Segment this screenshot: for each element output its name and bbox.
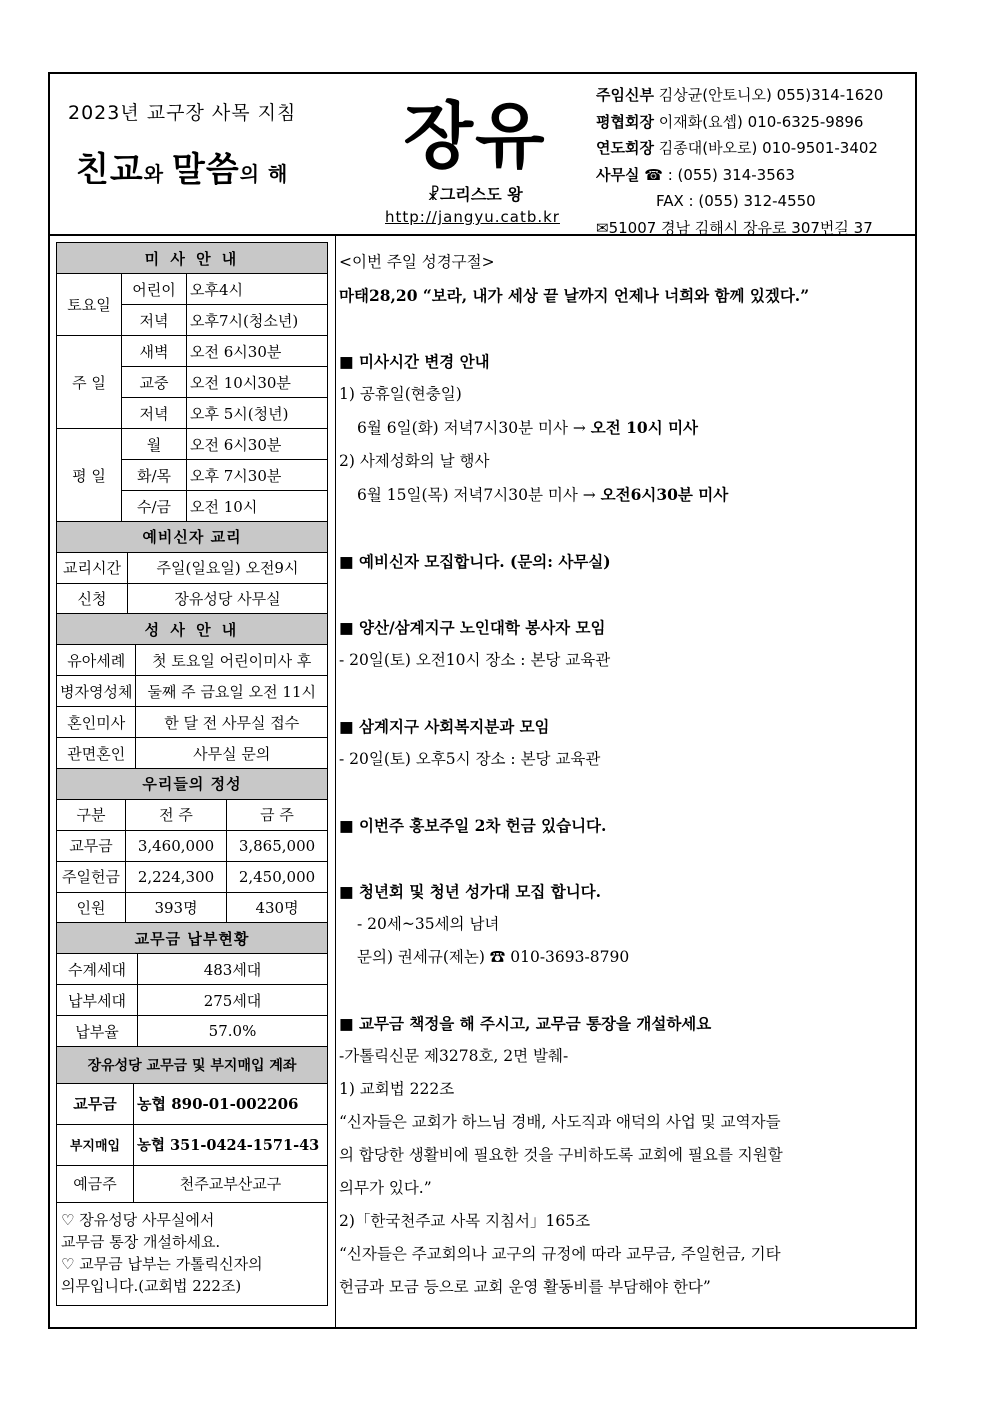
- contact-value: FAX : (055) 312-4550: [656, 192, 816, 210]
- announcement-line: [339, 941, 915, 974]
- parish-title: 장유: [403, 94, 547, 178]
- dues-note-line: ♡ 장유성당 사무실에서: [61, 1210, 215, 1229]
- mass-type: 교중: [122, 367, 187, 398]
- dues-note-line: ♡ 교무금 납부는 가톨릭신자의: [61, 1254, 263, 1273]
- motto-word-communion: 친교: [76, 150, 144, 190]
- offering-last-week: 3,460,000: [126, 830, 227, 861]
- announcement-text: ■ 미사시간 변경 안내: [339, 352, 490, 371]
- announcement-text: 문의) 권세규(제논) ☎ 010-3693-8790: [357, 948, 630, 966]
- contact-row: [596, 82, 914, 109]
- mass-time: 오전 10시: [187, 491, 328, 522]
- announcement-line: [339, 1040, 915, 1073]
- contact-label: 연도회장: [596, 139, 654, 157]
- announcement-text: 의무가 있다.”: [339, 1179, 432, 1197]
- offering-column-header: 구분: [57, 799, 126, 830]
- bulletin-header: [50, 74, 915, 236]
- contact-value: ☎ : (055) 314-3563: [644, 165, 795, 184]
- offering-row-label: 주일헌금: [57, 861, 126, 892]
- spacer: [339, 842, 915, 875]
- announcement-line: [339, 246, 915, 279]
- parish-website-link[interactable]: http://jangyu.catb.kr: [385, 208, 560, 226]
- offering-this-week: 430명: [227, 892, 328, 923]
- offering-this-week: 2,450,000: [227, 861, 328, 892]
- offering-column-header: 전 주: [126, 799, 227, 830]
- account-label: 교무금: [57, 1083, 134, 1124]
- motto-word-word: 말씀: [172, 150, 240, 190]
- mass-time: 오후7시(청소년): [187, 305, 328, 336]
- mass-type: 새벽: [122, 336, 187, 367]
- contact-value: 이재화(요셉) 010-6325-9896: [658, 112, 864, 131]
- announcement-text: 2)「한국천주교 사목 지침서」165조: [339, 1212, 591, 1230]
- announcement-text: <이번 주일 성경구절>: [339, 253, 495, 271]
- announcement-text: 헌금과 모금 등으로 교회 운영 활동비를 부담해야 한다”: [339, 1278, 711, 1296]
- offering-table: [56, 768, 328, 924]
- announcement-text: - 20세~35세의 남녀: [357, 915, 500, 933]
- saturday-label: 토요일: [57, 274, 122, 336]
- pastoral-motto: [76, 142, 288, 191]
- announcement-line: [339, 1139, 915, 1172]
- announcement-text: 의 합당한 생활비에 필요한 것을 구비하도록 교회에 필요를 지원할: [339, 1146, 783, 1164]
- sacrament-value: 둘째 주 금요일 오전 11시: [136, 676, 328, 707]
- mass-time: 오전 10시30분: [187, 367, 328, 398]
- catechumen-value: 장유성당 사무실: [128, 583, 328, 614]
- mass-type: 어린이: [122, 274, 187, 305]
- offering-heading: 우리들의 정성: [57, 768, 328, 799]
- announcement-text: ■ 교무금 책정을 해 주시고, 교무금 통장을 개설하세요: [339, 1014, 712, 1033]
- announcement-text: 1) 교회법 222조: [339, 1080, 455, 1098]
- catechumen-heading: 예비신자 교리: [57, 521, 328, 552]
- account-number: 농협 890-01-002206: [134, 1083, 328, 1124]
- weekday-label: 평 일: [57, 429, 122, 522]
- dues-note-line: 의무입니다.(교회법 222조): [61, 1276, 242, 1295]
- contact-label: 사무실: [596, 165, 640, 184]
- announcement-heading: [339, 345, 915, 378]
- announcement-heading: [339, 1007, 915, 1040]
- spacer: [339, 677, 915, 710]
- mass-time: 오전 6시30분: [187, 429, 328, 460]
- dues-value: 483세대: [138, 954, 328, 985]
- catechumen-table: [56, 521, 328, 615]
- dues-status-table: [56, 922, 328, 1047]
- announcement-line: [339, 411, 915, 445]
- bank-account-heading: 장유성당 교무금 및 부지매입 계좌: [57, 1046, 328, 1083]
- motto-particle-1: 와: [143, 162, 172, 186]
- catechumen-value: 주일(일요일) 오전9시: [128, 552, 328, 583]
- contact-label: 평협회장: [596, 112, 654, 131]
- sacrament-label: 관면혼인: [57, 738, 136, 769]
- mass-type: 화/목: [122, 460, 187, 491]
- announcement-line: [339, 908, 915, 941]
- announcement-text: ■ 청년회 및 청년 성가대 모집 합니다.: [339, 882, 602, 901]
- announcement-text: 2) 사제성화의 날 행사: [339, 452, 490, 470]
- announcement-text: 1) 공휴일(현충일): [339, 385, 462, 403]
- account-holder-label: 예금주: [57, 1165, 134, 1202]
- offering-last-week: 393명: [126, 892, 227, 923]
- announcement-line: [339, 1172, 915, 1205]
- sacrament-value: 한 달 전 사무실 접수: [136, 707, 328, 738]
- contact-value: 김종대(바오로) 010-9501-3402: [658, 139, 878, 157]
- catechumen-label: 신청: [57, 583, 128, 614]
- left-column: [56, 242, 328, 1306]
- pastoral-guideline-year: 2023년 교구장 사목 지침: [68, 102, 297, 124]
- announcement-text: -가톨릭신문 제3278호, 2면 발췌-: [339, 1047, 569, 1065]
- announcement-line: [339, 743, 915, 776]
- announcement-emphasis: 오전 10시 미사: [590, 418, 699, 437]
- spacer: [339, 776, 915, 809]
- announcement-text: ■ 예비신자 모집합니다. (문의: 사무실): [339, 552, 611, 571]
- announcement-text: 마태28,20 “보라, 내가 세상 끝 날까지 언제나 너희와 함께 있겠다.”: [339, 286, 810, 305]
- announcement-heading: [339, 545, 915, 578]
- bulletin-frame: [48, 72, 917, 1329]
- announcement-line: [339, 478, 915, 512]
- offering-this-week: 3,865,000: [227, 830, 328, 861]
- mass-time: 오후 5시(청년): [187, 398, 328, 429]
- dues-note-line: 교무금 통장 개설하세요.: [61, 1232, 221, 1251]
- announcement-line: [339, 378, 915, 411]
- mass-type: 수/금: [122, 491, 187, 522]
- announcement-line: [339, 1238, 915, 1271]
- dues-value: 57.0%: [138, 1016, 328, 1047]
- spacer: [339, 512, 915, 545]
- dues-notice-box: [56, 1203, 328, 1306]
- account-holder-value: 천주교부산교구: [134, 1165, 328, 1202]
- contact-row: [596, 215, 914, 242]
- announcement-text: “신자들은 교회가 하느님 경배, 사도직과 애덕의 사업 및 교역자들: [339, 1113, 781, 1131]
- announcement-line: [339, 445, 915, 478]
- announcement-heading: [339, 809, 915, 842]
- announcement-text: ■ 삼계지구 사회복지분과 모임: [339, 717, 550, 736]
- announcement-text: 6월 6일(화) 저녁7시30분 미사 →: [357, 419, 591, 437]
- sacrament-table: [56, 613, 328, 769]
- announcement-text: - 20일(토) 오후5시 장소 : 본당 교육관: [339, 750, 601, 768]
- mass-schedule-heading: 미 사 안 내: [57, 243, 328, 274]
- sacrament-value: 첫 토요일 어린이미사 후: [136, 645, 328, 676]
- offering-last-week: 2,224,300: [126, 861, 227, 892]
- contact-list: [596, 82, 914, 241]
- announcement-line: [339, 1205, 915, 1238]
- dues-label: 납부세대: [57, 985, 138, 1016]
- spacer: [339, 578, 915, 611]
- contact-value: 김상균(안토니오) 055)314-1620: [658, 86, 884, 104]
- mass-time: 오후4시: [187, 274, 328, 305]
- account-label: 부지매입: [57, 1124, 134, 1165]
- announcement-heading: [339, 875, 915, 908]
- contact-value: ✉51007 경남 김해시 장유로 307번길 37: [596, 218, 873, 237]
- sacrament-value: 사무실 문의: [136, 738, 328, 769]
- mass-time: 오전 6시30분: [187, 336, 328, 367]
- mass-schedule-table: [56, 242, 328, 522]
- sacrament-label: 유아세례: [57, 645, 136, 676]
- announcement-emphasis: 오전6시30분 미사: [600, 485, 729, 504]
- catechumen-label: 교리시간: [57, 552, 128, 583]
- sacrament-label: 혼인미사: [57, 707, 136, 738]
- column-divider: [335, 234, 336, 1329]
- announcement-text: ■ 양산/삼계지구 노인대학 봉사자 모임: [339, 618, 606, 637]
- announcement-line: [339, 644, 915, 677]
- announcement-text: “신자들은 주교회의나 교구의 규정에 따라 교무금, 주일헌금, 기타: [339, 1245, 781, 1263]
- spacer: [339, 974, 915, 1007]
- motto-particle-2: 의 해: [239, 162, 289, 186]
- dues-status-heading: 교무금 납부현황: [57, 923, 328, 954]
- announcements-column: [339, 246, 915, 1304]
- feast-label: ☧그리스도 왕: [427, 185, 523, 204]
- sunday-label: 주 일: [57, 336, 122, 429]
- mass-type: 월: [122, 429, 187, 460]
- mass-type: 저녁: [122, 305, 187, 336]
- sacrament-heading: 성 사 안 내: [57, 614, 328, 645]
- mass-type: 저녁: [122, 398, 187, 429]
- announcement-text: - 20일(토) 오전10시 장소 : 본당 교육관: [339, 651, 611, 669]
- bank-account-table: [56, 1046, 328, 1203]
- account-number: 농협 351-0424-1571-43: [134, 1124, 328, 1165]
- dues-label: 납부율: [57, 1016, 138, 1047]
- dues-label: 수계세대: [57, 954, 138, 985]
- offering-row-label: 교무금: [57, 830, 126, 861]
- offering-row-label: 인원: [57, 892, 126, 923]
- offering-column-header: 금 주: [227, 799, 328, 830]
- spacer: [339, 312, 915, 345]
- announcement-line: [339, 1073, 915, 1106]
- announcement-line: [339, 1271, 915, 1304]
- contact-row: [596, 188, 914, 215]
- contact-row: [596, 162, 914, 189]
- announcement-text: ■ 이번주 홍보주일 2차 헌금 있습니다.: [339, 816, 607, 835]
- contact-row: [596, 135, 914, 162]
- contact-label: 주임신부: [596, 86, 654, 104]
- contact-row: [596, 109, 914, 136]
- announcement-heading: [339, 710, 915, 743]
- announcement-text: 6월 15일(목) 저녁7시30분 미사 →: [357, 486, 601, 504]
- announcement-heading: [339, 611, 915, 644]
- announcement-line: [339, 1106, 915, 1139]
- dues-value: 275세대: [138, 985, 328, 1016]
- sacrament-label: 병자영성체: [57, 676, 136, 707]
- mass-time: 오후 7시30분: [187, 460, 328, 491]
- announcement-heading: [339, 279, 915, 312]
